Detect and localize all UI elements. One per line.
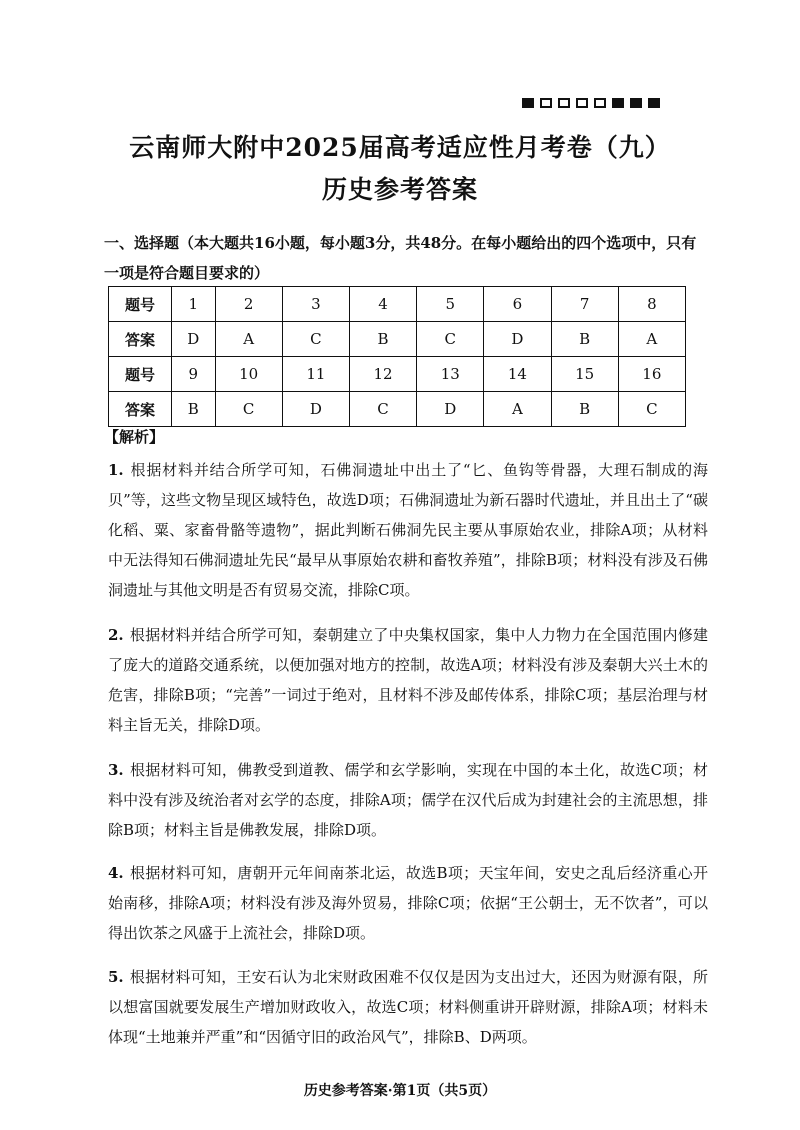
page-title: 云南师大附中2025届高考适应性月考卷（九） <box>129 133 671 162</box>
table-cell: 11 <box>282 357 349 392</box>
table-cell: 3 <box>282 287 349 322</box>
row-label: 答案 <box>109 392 172 427</box>
item-number: 3. <box>108 761 124 779</box>
table-cell: 9 <box>172 357 216 392</box>
table-cell: 8 <box>618 287 685 322</box>
table-cell: A <box>215 322 282 357</box>
table-cell: 16 <box>618 357 685 392</box>
table-cell: 13 <box>417 357 484 392</box>
table-cell: B <box>551 392 618 427</box>
page-subtitle: 历史参考答案 <box>321 175 478 204</box>
table-cell: 6 <box>484 287 551 322</box>
row-label: 题号 <box>109 357 172 392</box>
table-cell: 7 <box>551 287 618 322</box>
empty-square-mark <box>558 98 570 108</box>
row-label: 答案 <box>109 322 172 357</box>
table-cell: C <box>215 392 282 427</box>
table-cell: 10 <box>215 357 282 392</box>
table-cell: D <box>282 392 349 427</box>
analysis-item-1 <box>108 455 708 605</box>
table-cell: A <box>484 392 551 427</box>
item-number: 4. <box>108 864 124 882</box>
item-text: 根据材料并结合所学可知，秦朝建立了中央集权国家，集中人力物力在全国范围内修建了庞大的道路交通系统，以便加强对地方的控制，故选A项；材料没有涉及秦朝大兴土木的危害，排除B项；“完善”一词过于绝对，且材料不涉及邮传体系，排除C项；基层治理与材料主旨无关，排除D项。 <box>108 626 708 734</box>
table-row <box>109 287 686 322</box>
table-cell: D <box>484 322 551 357</box>
page-footer: 历史参考答案·第1页（共5页） <box>303 1083 497 1099</box>
empty-square-mark <box>594 98 606 108</box>
item-text: 根据材料可知，佛教受到道教、儒学和玄学影响，实现在中国的本土化，故选C项；材料中没有涉及统治者对玄学的态度，排除A项；儒学在汉代后成为封建社会的主流思想，排除B项；材料主旨是佛教发展，排除D项。 <box>108 761 708 839</box>
item-text: 根据材料可知，王安石认为北宋财政困难不仅仅是因为支出过大，还因为财源有限，所以想富国就要发展生产增加财政收入，故选C项；材料侧重讲开辟财源，排除A项；材料未体现“土地兼并严重”和“因循守旧的政治风气”，排除B、D两项。 <box>108 968 708 1046</box>
section-heading: 一、选择题（本大题共16小题，每小题3分，共48分。在每小题给出的四个选项中，只有一项是符合题目要求的） <box>104 234 697 282</box>
item-number: 5. <box>108 968 124 986</box>
table-row <box>109 357 686 392</box>
filled-square-mark <box>630 98 642 108</box>
item-text: 根据材料并结合所学可知，石佛洞遗址中出土了“匕、鱼钩等骨器，大理石制成的海贝”等，这些文物呈现区域特色，故选D项；石佛洞遗址为新石器时代遗址，并且出土了“碳化稻、粟、家畜骨骼等遗物”，据此判断石佛洞先民主要从事原始农业，排除A项；从材料中无法得知石佛洞遗址先民“最早从事原始农耕和畜牧养殖”，排除B项；材料没有涉及石佛洞遗址与其他文明是否有贸易交流，排除C项。 <box>108 461 708 599</box>
table-cell: 1 <box>172 287 216 322</box>
filled-square-mark <box>522 98 534 108</box>
table-cell: 12 <box>349 357 416 392</box>
analysis-item-2 <box>108 620 708 740</box>
table-cell: D <box>417 392 484 427</box>
empty-square-mark <box>540 98 552 108</box>
table-cell: 4 <box>349 287 416 322</box>
table-cell: 14 <box>484 357 551 392</box>
analysis-item-3 <box>108 755 708 845</box>
item-number: 1. <box>108 461 124 479</box>
table-cell: 2 <box>215 287 282 322</box>
table-cell: B <box>551 322 618 357</box>
table-row <box>109 392 686 427</box>
row-label: 题号 <box>109 287 172 322</box>
table-cell: C <box>349 392 416 427</box>
empty-square-mark <box>576 98 588 108</box>
table-cell: C <box>282 322 349 357</box>
analysis-item-5 <box>108 962 708 1052</box>
table-cell: B <box>172 392 216 427</box>
analysis-heading: 【解析】 <box>104 428 165 446</box>
table-cell: C <box>618 392 685 427</box>
header-marks <box>522 98 660 108</box>
table-cell: B <box>349 322 416 357</box>
table-cell: A <box>618 322 685 357</box>
filled-square-mark <box>612 98 624 108</box>
item-text: 根据材料可知，唐朝开元年间南茶北运，故选B项；天宝年间，安史之乱后经济重心开始南移，排除A项；材料没有涉及海外贸易，排除C项；依据“王公朝士，无不饮者”，可以得出饮茶之风盛于上流社会，排除D项。 <box>108 864 708 942</box>
analysis-item-4 <box>108 858 708 948</box>
table-cell: D <box>172 322 216 357</box>
table-cell: 15 <box>551 357 618 392</box>
filled-square-mark <box>648 98 660 108</box>
table-cell: C <box>417 322 484 357</box>
table-row <box>109 322 686 357</box>
item-number: 2. <box>108 626 124 644</box>
answer-table <box>108 286 686 427</box>
table-cell: 5 <box>417 287 484 322</box>
